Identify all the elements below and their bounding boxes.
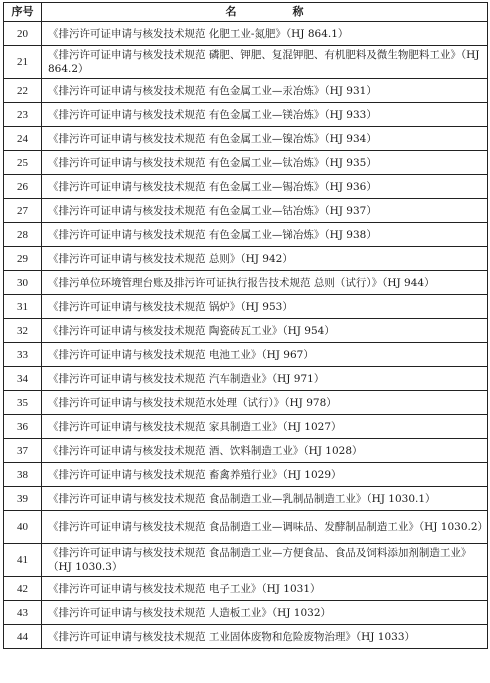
row-standard-name: 《排污单位环境管理台账及排污许可证执行报告技术规范 总则（试行）》（HJ 944） [42,271,488,295]
table-row [4,199,488,223]
row-serial-number: 43 [4,601,42,625]
table-row [4,175,488,199]
row-standard-name: 《排污许可证申请与核发技术规范 食品制造工业—方便食品、食品及饲料添加剂制造工业》（HJ 1030.3） [42,544,488,577]
row-serial-number: 28 [4,223,42,247]
table-row [4,79,488,103]
row-serial-number: 35 [4,391,42,415]
table-row [4,223,488,247]
table-row [4,391,488,415]
table-row [4,151,488,175]
row-serial-number: 24 [4,127,42,151]
header-serial-number: 序号 [4,3,42,22]
table-row [4,247,488,271]
row-standard-name: 《排污许可证申请与核发技术规范 电子工业》（HJ 1031） [42,577,488,601]
row-serial-number: 27 [4,199,42,223]
table-row [4,544,488,577]
table-row [4,367,488,391]
table-row [4,271,488,295]
row-standard-name: 《排污许可证申请与核发技术规范 畜禽养殖行业》（HJ 1029） [42,463,488,487]
row-serial-number: 30 [4,271,42,295]
row-serial-number: 44 [4,625,42,649]
row-standard-name: 《排污许可证申请与核发技术规范 汽车制造业》（HJ 971） [42,367,488,391]
row-serial-number: 40 [4,511,42,544]
row-serial-number: 36 [4,415,42,439]
table-row [4,577,488,601]
row-standard-name: 《排污许可证申请与核发技术规范 食品制造工业—乳制品制造工业》（HJ 1030.1） [42,487,488,511]
row-standard-name: 《排污许可证申请与核发技术规范 有色金属工业—汞冶炼》（HJ 931） [42,79,488,103]
row-serial-number: 26 [4,175,42,199]
row-serial-number: 41 [4,544,42,577]
row-serial-number: 20 [4,22,42,46]
row-serial-number: 32 [4,319,42,343]
row-serial-number: 22 [4,79,42,103]
row-standard-name: 《排污许可证申请与核发技术规范 食品制造工业—调味品、发酵制品制造工业》（HJ 1030.2） [42,511,488,544]
row-serial-number: 33 [4,343,42,367]
table-header [4,3,488,22]
row-standard-name: 《排污许可证申请与核发技术规范 人造板工业》（HJ 1032） [42,601,488,625]
row-serial-number: 39 [4,487,42,511]
table-body [4,22,488,649]
row-serial-number: 38 [4,463,42,487]
table-row [4,511,488,544]
table-row [4,343,488,367]
header-name-char-1: 名 [225,5,237,18]
row-standard-name: 《排污许可证申请与核发技术规范 有色金属工业—钛冶炼》（HJ 935） [42,151,488,175]
table-row [4,439,488,463]
row-serial-number: 37 [4,439,42,463]
row-standard-name: 《排污许可证申请与核发技术规范 电池工业》（HJ 967） [42,343,488,367]
table-row [4,625,488,649]
row-standard-name: 《排污许可证申请与核发技术规范 化肥工业-氮肥》（HJ 864.1） [42,22,488,46]
table-row [4,46,488,79]
standards-table [3,2,488,649]
table-row [4,127,488,151]
table-row [4,22,488,46]
row-standard-name: 《排污许可证申请与核发技术规范 总则》（HJ 942） [42,247,488,271]
header-row [4,3,488,22]
row-standard-name: 《排污许可证申请与核发技术规范 工业固体废物和危险废物治理》（HJ 1033） [42,625,488,649]
row-serial-number: 23 [4,103,42,127]
row-serial-number: 21 [4,46,42,79]
row-serial-number: 42 [4,577,42,601]
row-standard-name: 《排污许可证申请与核发技术规范 有色金属工业—锑冶炼》（HJ 938） [42,223,488,247]
row-standard-name: 《排污许可证申请与核发技术规范 有色金属工业—钴冶炼》（HJ 937） [42,199,488,223]
row-standard-name: 《排污许可证申请与核发技术规范 酒、饮料制造工业》（HJ 1028） [42,439,488,463]
table-row [4,103,488,127]
table-row [4,601,488,625]
row-standard-name: 《排污许可证申请与核发技术规范 有色金属工业—锡冶炼》（HJ 936） [42,175,488,199]
row-standard-name: 《排污许可证申请与核发技术规范 磷肥、钾肥、复混钾肥、有机肥料及微生物肥料工业》（HJ 864.2） [42,46,488,79]
row-serial-number: 29 [4,247,42,271]
header-name-char-2: 称 [292,5,304,18]
row-standard-name: 《排污许可证申请与核发技术规范水处理（试行）》（HJ 978） [42,391,488,415]
row-standard-name: 《排污许可证申请与核发技术规范 有色金属工业—镁冶炼》（HJ 933） [42,103,488,127]
row-standard-name: 《排污许可证申请与核发技术规范 家具制造工业》（HJ 1027） [42,415,488,439]
row-serial-number: 31 [4,295,42,319]
table-row [4,415,488,439]
table-row [4,463,488,487]
row-standard-name: 《排污许可证申请与核发技术规范 陶瓷砖瓦工业》（HJ 954） [42,319,488,343]
row-standard-name: 《排污许可证申请与核发技术规范 锅炉》（HJ 953） [42,295,488,319]
header-name [42,3,488,22]
row-standard-name: 《排污许可证申请与核发技术规范 有色金属工业—镍冶炼》（HJ 934） [42,127,488,151]
row-serial-number: 34 [4,367,42,391]
row-serial-number: 25 [4,151,42,175]
table-row [4,487,488,511]
table-row [4,319,488,343]
table-row [4,295,488,319]
